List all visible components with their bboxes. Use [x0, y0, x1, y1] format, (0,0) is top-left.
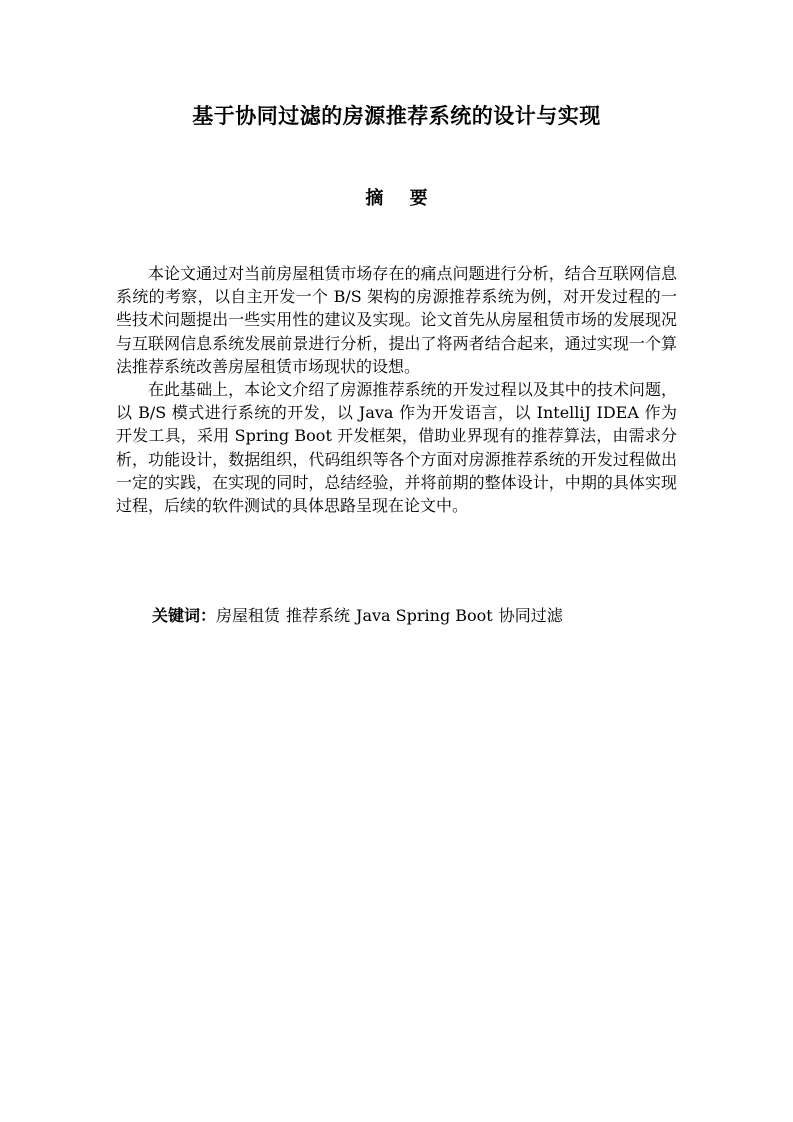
abstract-paragraph: 本论文通过对当前房屋租赁市场存在的痛点问题进行分析，结合互联网信息系统的考察，以自主开发一个 B/S 架构的房源推荐系统为例，对开发过程的一些技术问题提出一些实用性的建议及实现。论文首先从房屋租赁市场的发展现况与互联网信息系统发展前景进行分析，提出了将两者结合起来，通过实现一个算法推荐系统改善房屋租赁市场现状的设想。 — [116, 264, 677, 376]
keyword-item: 房屋租赁 — [216, 606, 281, 625]
abstract-paragraph: 在此基础上，本论文介绍了房源推荐系统的开发过程以及其中的技术问题，以 B/S 模式进行系统的开发，以 Java 作为开发语言，以 IntelliJ IDEA 作为开发工具，采用 Spring Boot 开发框架，借助业界现有的推荐算法，由需求分析，功能设计，数据组织，代码组织等各个方面对房源推荐系统的开发过程做出一定的实践，在实现的同时，总结经验，并将前期的整体设计，中期的具体实现过程，后续的软件测试的具体思路呈现在论文中。 — [116, 380, 677, 516]
paper-title: 基于协同过滤的房源推荐系统的设计与实现 — [192, 104, 601, 128]
keywords-line — [152, 604, 692, 628]
keyword-item: 推荐系统 — [286, 606, 351, 625]
keywords-label: 关键词： — [152, 606, 217, 625]
abstract-body — [116, 262, 677, 517]
keyword-item: 协同过滤 — [498, 606, 563, 625]
abstract-heading: 摘 要 — [365, 188, 438, 209]
keyword-item: Java Spring Boot — [356, 606, 493, 625]
